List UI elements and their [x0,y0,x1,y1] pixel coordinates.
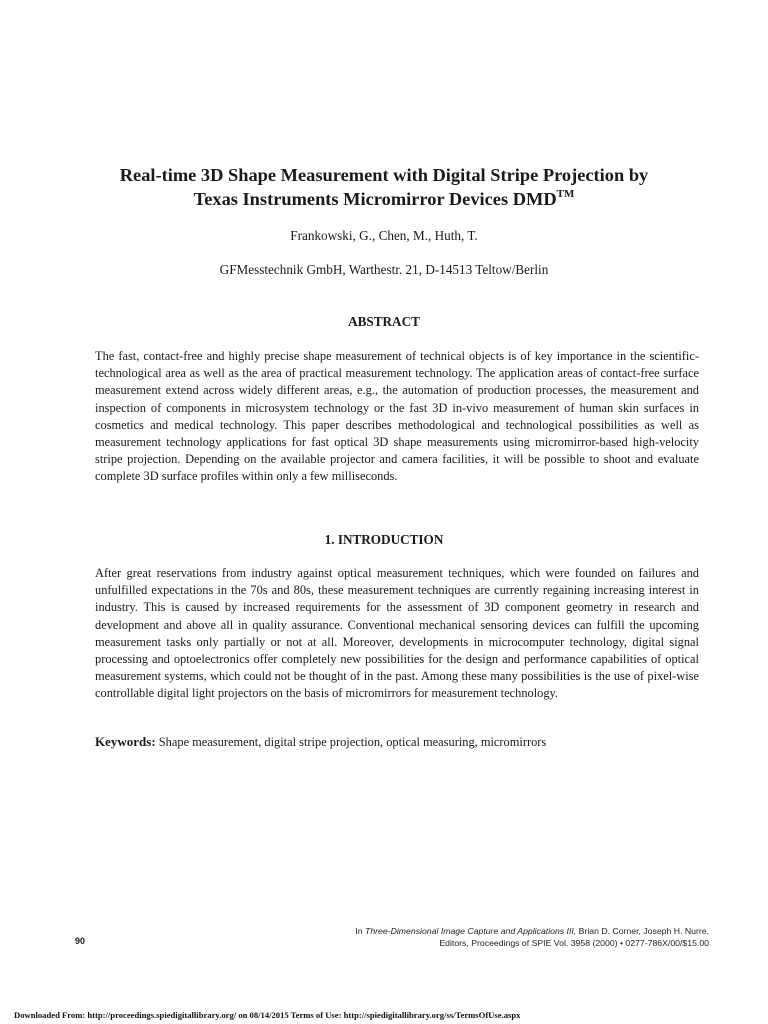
keywords-line [95,733,699,751]
citation-editors: Brian D. Corner, Joseph H. Nurre, [578,926,709,936]
page-number: 90 [75,936,86,946]
citation-line-1 [269,926,709,938]
abstract-heading: ABSTRACT [348,314,420,329]
paper-title [60,165,708,209]
download-notice: Downloaded From: http://proceedings.spiedigitallibrary.org/ on 08/14/2015 Terms of Use: http://spiedigitallibrary.org/ss/TermsOfUse.aspx [14,1010,521,1020]
title-line-1: Real-time 3D Shape Measurement with Digital Stripe Projection by [119,165,649,185]
citation-footer [269,926,709,949]
introduction-text: After great reservations from industry against optical measurement techniques, which were founded on failures and unfulfilled expectations in the 70s and 80s, these measurement techniques are currently regaining increasing interest in industry. This is caused by increased requirements for the assessment of 3D component geometry in research and development and above all in quality assurance. Conventional mechanical sensoring devices can fulfill the upcoming measurement tasks only partially or not at all. Moreover, developments in microcomputer technology, digital signal processing and optoelectronics offer completely new possibilities for the design and performance capabilities of optical measurement systems, which could not be thought of in the past. Among these many possibilities is the use of pixel-wise controllable digital light projectors on the basis of micromirrors for measurement technology. [95,566,699,701]
citation-prefix: In [355,926,363,936]
abstract-text: The fast, contact-free and highly precise shape measurement of technical objects is of key importance in the scientific-technological area as well as the area of practical measurement technology. The application areas of contact-free surface measurement extend across widely different areas, e.g., the automation of production processes, the measurement and inspection of components in microsystem technology or the fast 3D in-vivo measurement of human skin surfaces in cosmetics and medical technology. This paper describes methodological and technological possibilities as well as measurement technology applications for fast optical 3D shape measurements using micromirror-based high-velocity stripe projection. Depending on the available projector and camera facilities, it will be possible to shoot and evaluate complete 3D surface profiles within only a few milliseconds. [95,349,699,484]
trademark-mark: TM [556,188,575,200]
author-list: Frankowski, G., Chen, M., Huth, T. [290,228,478,243]
citation-line-2: Editors, Proceedings of SPIE Vol. 3958 (2000) • 0277-786X/00/$15.00 [439,937,709,948]
affiliation: GFMesstechnik GmbH, Warthestr. 21, D-14513 Teltow/Berlin [219,262,549,277]
keywords-label: Keywords: [95,734,156,749]
keywords-text: Shape measurement, digital stripe projection, optical measuring, micromirrors [158,735,547,749]
introduction-heading: 1. INTRODUCTION [324,532,444,547]
citation-book-title: Three-Dimensional Image Capture and Applications III, [365,926,577,936]
title-line-2 [60,185,708,209]
title-line-2-text: Texas Instruments Micromirror Devices DMD [193,189,557,210]
